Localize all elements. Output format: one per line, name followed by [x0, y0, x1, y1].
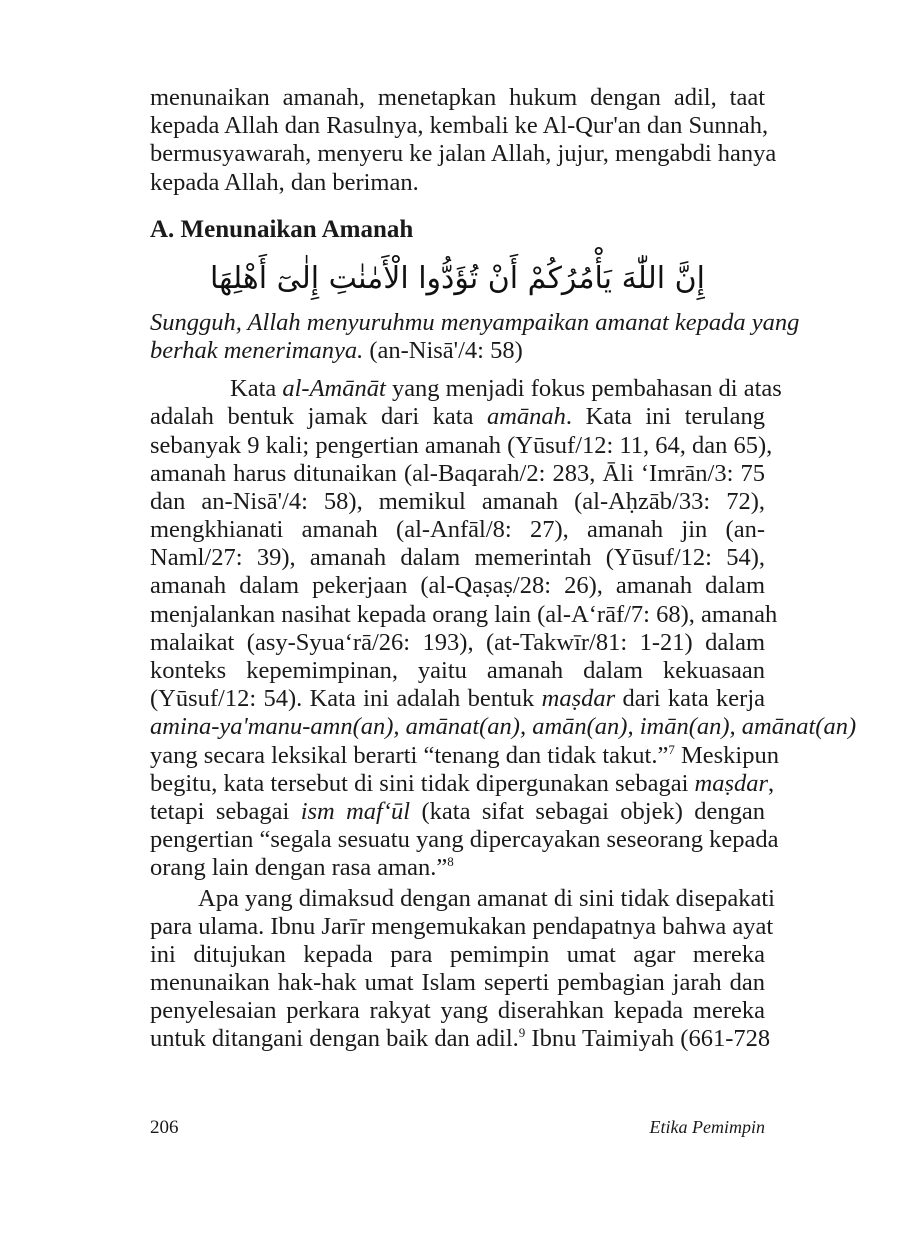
text-line: kepada Allah, dan beriman. [150, 168, 419, 196]
verse-translation [150, 308, 800, 365]
text: , [768, 769, 775, 797]
text-line [150, 769, 775, 798]
text-line: dan an-Nisā'/4: 58), memikul amanah (al-Aḥzāb/33: 72), [150, 487, 765, 515]
text-line: kepada Allah dan Rasulnya, kembali ke Al-Qur'an dan Sunnah, [150, 112, 769, 140]
text-line: sebanyak 9 kali; pengertian amanah (Yūsuf/12: 11, 64, dan 65), [150, 431, 773, 459]
text: Meskipun [674, 741, 779, 769]
text-line: menjalankan nasihat kepada orang lain (al-A‘rāf/7: 68), amanah [150, 600, 778, 628]
text-line: konteks kepemimpinan, yaitu amanah dalam kekuasaan [150, 657, 765, 684]
footnote-ref-9[interactable]: 9 [518, 1025, 526, 1041]
text-line: malaikat (asy-Syua‘rā/26: 193), (at-Takwīr/81: 1-21) dalam [150, 628, 765, 656]
text: (Yūsuf/12: 54). Kata ini adalah bentuk [150, 685, 542, 713]
text-line: amanah harus ditunaikan (al-Baqarah/2: 283, Āli ‘Imrān/3: 75 [150, 459, 765, 487]
text: orang lain dengan rasa aman.” [150, 854, 448, 882]
text: yang secara leksikal berarti “tenang dan tidak takut.” [150, 741, 669, 769]
section-heading: A. Menunaikan Amanah [150, 215, 414, 243]
text-line [150, 375, 782, 403]
translation-text: berhak menerimanya. [150, 336, 364, 364]
text-line: bermusyawarah, menyeru ke jalan Allah, jujur, mengabdi hanya [150, 140, 777, 168]
page-number: 206 [150, 1117, 179, 1138]
text-line [150, 1025, 771, 1053]
text: Ibnu Taimiyah (661-728 [525, 1025, 771, 1053]
term-italic: amānah [486, 403, 566, 431]
quran-verse-arabic: إِنَّ اللّٰهَ يَأْمُرُكُمْ أَنْ تُؤَدُّوا الْأَمٰنٰتِ إِلٰىٓ أَهْلِهَا [210, 260, 705, 296]
text-line: mengkhianati amanah (al-Anfāl/8: 27), amanah jin (an- [150, 516, 765, 544]
running-title: Etika Pemimpin [649, 1117, 765, 1137]
text: tetapi sebagai [150, 797, 301, 825]
text: untuk ditangani dengan baik dan adil. [150, 1025, 519, 1053]
text: dari kata kerja [615, 685, 765, 713]
text-line: menunaikan hak-hak umat Islam seperti pembagian jarah dan [150, 969, 765, 997]
footnote-ref-7[interactable]: 7 [668, 741, 675, 757]
translation-line: Sungguh, Allah menyuruhmu menyampaikan amanat kepada yang [150, 308, 800, 336]
text-line [150, 798, 765, 826]
text: begitu, kata tersebut di sini tidak dipergunakan sebagai [150, 769, 695, 797]
text-line [150, 685, 765, 713]
footnote-ref-8[interactable]: 8 [447, 854, 454, 870]
text-line: Naml/27: 39), amanah dalam memerintah (Yūsuf/12: 54), [150, 544, 765, 572]
text: (kata sifat sebagai objek) dengan [410, 797, 766, 825]
term-italic: maṣdar [541, 685, 616, 713]
text-line: para ulama. Ibnu Jarīr mengemukakan pendapatnya bahwa ayat [150, 912, 774, 940]
book-page [150, 84, 857, 1054]
text-line: menunaikan amanah, menetapkan hukum dengan adil, taat [150, 84, 765, 111]
paragraph-amanat-definition [150, 375, 857, 882]
text: . Kata ini terulang [565, 403, 765, 431]
intro-paragraph [150, 84, 777, 197]
text-line [150, 854, 765, 882]
text: yang menjadi fokus pembahasan di atas [385, 375, 782, 403]
term-italic: al-Amānāt [282, 375, 386, 403]
term-italic: maṣdar [694, 769, 769, 797]
text-line: penyelesaian perkara rakyat yang diserahkan kepada mereka [150, 997, 765, 1025]
text-line: pengertian “segala sesuatu yang dipercayakan seseorang kepada [150, 826, 779, 854]
term-italic: ism maf‘ūl [300, 797, 411, 825]
text: adalah bentuk jamak dari kata [150, 403, 487, 431]
text: Kata [230, 375, 283, 403]
text-line: ini ditujukan kepada para pemimpin umat agar mereka [150, 940, 765, 968]
translation-line [150, 337, 765, 365]
text-line [150, 741, 779, 770]
text-line: Apa yang dimaksud dengan amanat di sini tidak disepakati [198, 884, 775, 912]
text-line: amanah dalam pekerjaan (al-Qaṣaṣ/28: 26), amanah dalam [150, 572, 765, 600]
text-line [150, 403, 765, 431]
paragraph-ulama-opinion [150, 884, 775, 1054]
verse-reference: (an-Nisā'/4: 58) [363, 336, 523, 364]
text-line-italic: amina-ya'manu-amn(an), amānat(an), amān(an), imān(an), amānat(an) [150, 713, 857, 741]
page-footer [150, 1117, 765, 1139]
